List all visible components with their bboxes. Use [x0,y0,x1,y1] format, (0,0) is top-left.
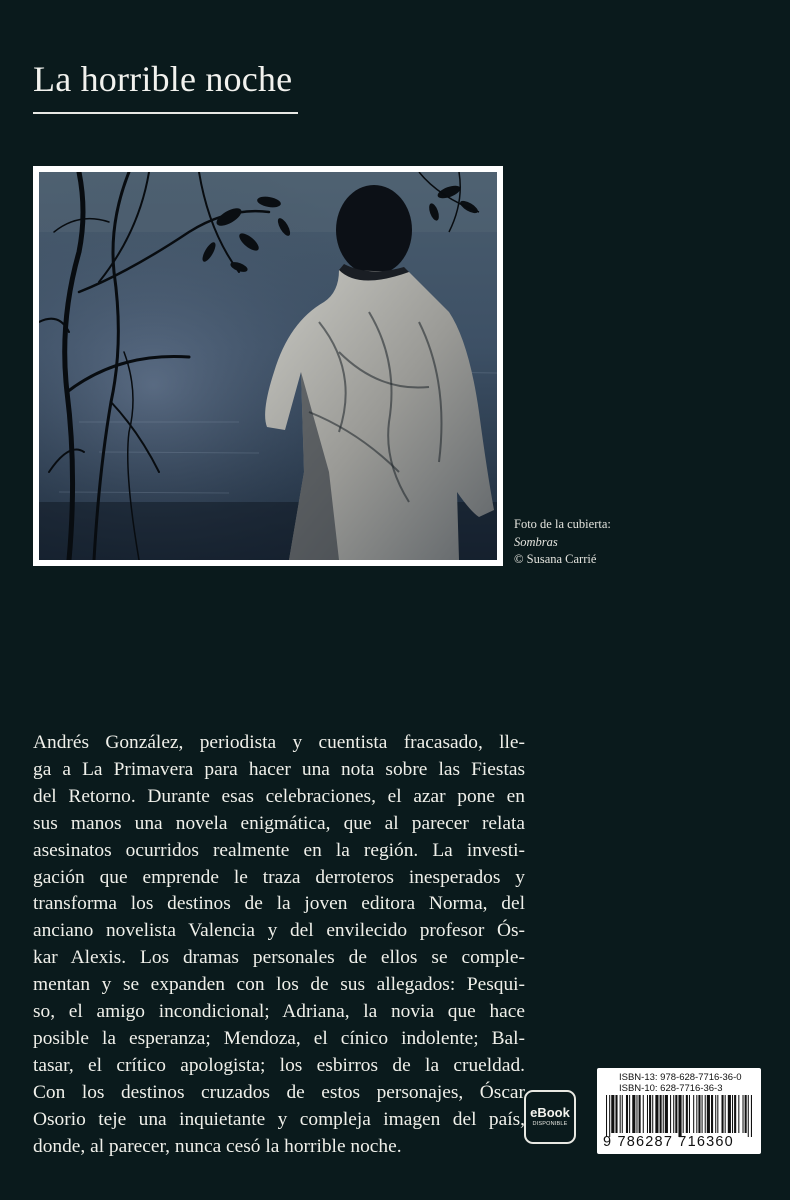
barcode-bar [715,1095,716,1133]
blurb-line: anciano novelista Valencia y del envilecido profesor Ós- [33,920,525,942]
blurb-line: posible la esperanza; Mendoza, el cínico indolente; Bal- [33,1027,525,1049]
barcode-bar [655,1095,658,1133]
barcode-bar [702,1095,703,1133]
barcode-bar [683,1095,684,1133]
blurb-line: donde, al parecer, nunca cesó la horrible noche. [33,1135,402,1157]
blurb-line: transforma los destinos de la joven editora Norma, del [33,893,525,915]
barcode-bar [647,1095,648,1133]
barcode-bar [620,1095,621,1133]
barcode-bar [636,1095,637,1133]
cover-photo-frame [33,166,503,566]
barcode-bar [660,1095,662,1133]
barcode-bar [611,1095,614,1133]
barcode-bar [734,1095,736,1133]
barcode-bar [745,1095,747,1133]
barcode-bar [725,1095,726,1133]
barcode-bar [686,1095,688,1133]
blurb-line: ga a La Primavera para hacer una nota sobre las Fiestas [33,758,525,780]
photo-credit [514,516,611,569]
blurb-line: del Retorno. Durante esas celebraciones, el azar pone en [33,785,525,807]
blurb-line: asesinatos ocurridos realmente en la región. La investi- [33,839,525,861]
back-cover-blurb [33,730,525,1161]
barcode-bar [615,1095,617,1133]
barcode-bar [643,1095,644,1133]
barcode-bar [711,1095,713,1133]
barcode-bar [689,1095,690,1133]
barcode-bar [722,1095,724,1133]
barcode-bar [626,1095,628,1133]
barcode-bar [609,1095,610,1137]
barcode-digits: 9 786287 716360 [603,1134,734,1150]
isbn-barcode [597,1068,761,1154]
barcode-bar [738,1095,739,1133]
title-underline [33,112,298,114]
barcode-bar [728,1095,731,1133]
blurb-line: Con los destinos cruzados de estos personajes, Óscar [33,1081,525,1103]
barcode-bar [693,1095,694,1133]
blurb-line: so, el amigo incondicional; Adriana, la novia que hace [33,1001,525,1023]
barcode-bar [639,1095,641,1133]
barcode-bar [675,1095,677,1133]
barcode-bar [632,1095,635,1133]
barcode-bar [673,1095,674,1133]
isbn-10: ISBN-10: 628-7716-36-3 [619,1083,723,1094]
photo-credit-label: Foto de la cubierta: [514,517,611,531]
barcode-bar [665,1095,668,1133]
photo-credit-author: © Susana Carrié [514,552,597,566]
ebook-sublabel: DISPONIBLE [532,1121,568,1127]
barcode-bar [705,1095,706,1133]
barcode-bar [629,1095,630,1133]
ebook-label: eBook [530,1105,570,1120]
barcode-bar [748,1095,749,1137]
isbn-13: ISBN-13: 978-628-7716-36-0 [619,1072,742,1083]
blurb-line: gación que emprende le traza derroteros inesperados y [33,866,525,888]
barcode-bar [717,1095,718,1133]
barcode-bar [622,1095,623,1133]
blurb-line: mentan y se expanden con los de sus allegados: Pesqui- [33,974,525,996]
blurb-line: kar Alexis. Los dramas personales de ellos se comple- [33,947,525,969]
barcode-bar [670,1095,671,1133]
photo-credit-work: Sombras [514,534,558,549]
barcode-bar [743,1095,744,1133]
barcode-bar [606,1095,607,1137]
barcode-bar [732,1095,733,1133]
barcode-bar [707,1095,710,1133]
barcode-bar [751,1095,752,1137]
barcode-bar [696,1095,697,1133]
barcode-bar [649,1095,651,1133]
barcode-bar [663,1095,664,1133]
barcode-bar [698,1095,700,1133]
cover-photo [39,172,497,560]
barcode-bar [652,1095,653,1133]
book-title: La horrible noche [33,59,293,99]
ebook-available-badge [524,1090,576,1144]
barcode-bars [606,1095,752,1137]
blurb-line: tasar, el crítico apologista; los esbirros de la crueldad. [33,1054,525,1076]
blurb-line: sus manos una novela enigmática, que al parecer relata [33,812,525,834]
blurb-line: Andrés González, periodista y cuentista fracasado, lle- [33,732,525,753]
barcode-bar [678,1095,681,1137]
blurb-line: Osorio teje una inquietante y compleja imagen del país, [33,1108,525,1130]
